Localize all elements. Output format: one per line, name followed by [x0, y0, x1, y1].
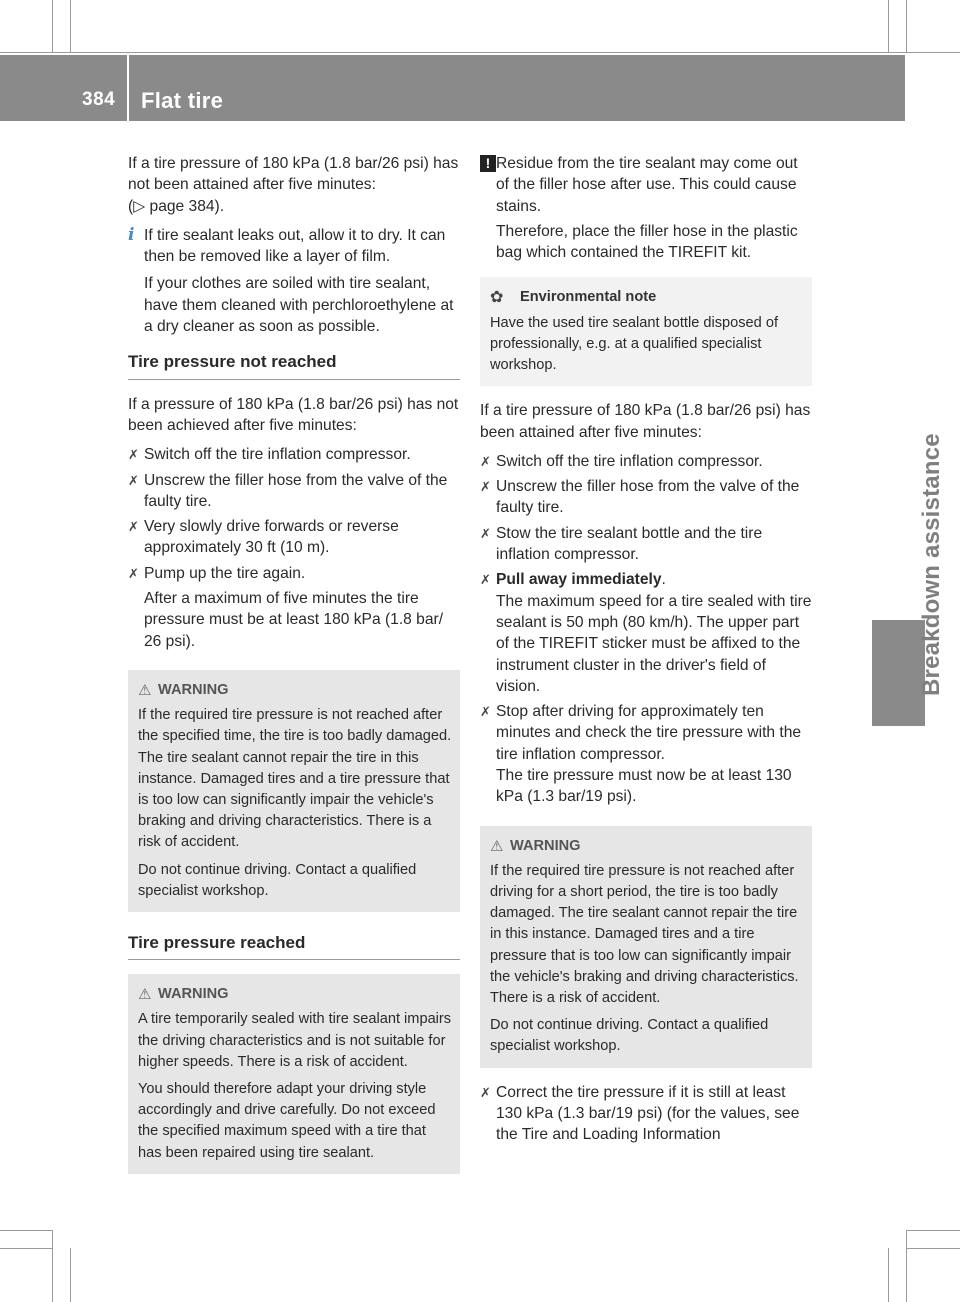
section-title: Flat tire [141, 88, 224, 113]
crop-mark [888, 1248, 889, 1302]
step-item [480, 701, 812, 807]
step-text: Switch off the tire inflation compressor. [144, 446, 411, 464]
warning-text: Do not continue driving. Contact a qualified specialist workshop. [490, 1017, 769, 1055]
crop-mark [906, 1248, 960, 1249]
page-reference-link[interactable]: (▷ page 384). [128, 197, 225, 215]
crop-mark [52, 1230, 53, 1302]
warning-title [138, 680, 452, 701]
paragraph-text: If a tire pressure of 180 kPa (1.8 bar/26 psi) has not been attained after five minutes: [128, 155, 459, 194]
side-tab-label: Breakdown assistance [918, 433, 945, 696]
warning-title [138, 984, 452, 1005]
warning-text: A tire temporarily sealed with tire sealant impairs the driving characteristics and is not suitable for higher speeds. There is a risk of accident. [138, 1011, 452, 1070]
notice-text: Therefore, place the filler hose in the plastic bag which contained the TIREFIT kit. [496, 222, 798, 262]
crop-mark [70, 0, 71, 52]
warning-box [128, 670, 460, 912]
step-item [480, 476, 812, 519]
environmental-note-box [480, 277, 812, 386]
notice-text: Residue from the tire sealant may come out of the filler hose after use. This could cause stains. [496, 155, 798, 215]
crop-mark [906, 1230, 960, 1231]
warning-text: If the required tire pressure is not reached after driving for a short period, the tire is too badly damaged. The tire sealant cannot repair the tire in this instance. Damaged tires and a tire pressure that is too low can significantly impair the vehicle's braking and driving characteristics. There is a risk of accident. [490, 862, 799, 1007]
step-item [128, 563, 460, 584]
info-icon: i [128, 224, 135, 245]
header-divider [127, 55, 129, 121]
exclamation-icon: ! [480, 155, 496, 172]
warning-box [128, 974, 460, 1174]
step-item [480, 523, 812, 566]
step-text: Stop after driving for approximately ten minutes and check the tire pressure with the tire inflation compressor. [496, 703, 802, 763]
step-text: Switch off the tire inflation compressor. [496, 452, 763, 470]
crop-mark [0, 1230, 52, 1231]
warning-label: WARNING [510, 837, 581, 854]
environmental-icon: ✿ [490, 289, 504, 307]
right-column [480, 153, 812, 1150]
step-item [480, 569, 812, 697]
step-item [128, 470, 460, 513]
warning-text: If the required tire pressure is not reached after the specified time, the tire is too badly damaged. The tire sealant cannot repair the tire in this instance. Damaged tires and a tire pressure that is too low can significantly impair the vehicle's braking and driving characteristics. There is a risk of accident. [138, 707, 452, 851]
crop-mark [888, 0, 889, 52]
crop-mark [70, 1248, 71, 1302]
info-text: If tire sealant leaks out, allow it to dry. It can then be removed like a layer of film. [144, 226, 446, 266]
warning-title [490, 836, 804, 857]
step-text: Stow the tire sealant bottle and the tire inflation compressor. [496, 524, 763, 564]
info-text: If your clothes are soiled with tire sealant, have them cleaned with perchloroethylene at a dry cleaner as soon as possible. [144, 275, 454, 336]
step-text: Unscrew the filler hose from the valve of the faulty tire. [144, 471, 448, 510]
paragraph: If a pressure of 180 kPa (1.8 bar/26 psi) has not been achieved after five minutes: [128, 395, 459, 434]
warning-box [480, 826, 812, 1068]
step-item [128, 444, 460, 465]
heading-not-reached: Tire pressure not reached [128, 351, 460, 379]
warning-triangle-icon: ⚠ [138, 986, 152, 1004]
step-detail: The tire pressure must now be at least 130 kPa (1.3 bar/19 psi). [496, 767, 792, 806]
crop-mark [52, 0, 53, 52]
crop-mark [906, 0, 907, 52]
paragraph: If a tire pressure of 180 kPa (1.8 bar/26 psi) has been attained after five minutes: [480, 402, 811, 441]
step-text: Pump up the tire again. [144, 564, 306, 582]
warning-label: WARNING [158, 681, 229, 698]
warning-triangle-icon: ⚠ [138, 681, 152, 699]
env-title [490, 287, 804, 308]
heading-reached: Tire pressure reached [128, 932, 460, 960]
step-text: Correct the tire pressure if it is still at least 130 kPa (1.3 bar/19 psi) (for the values, see the Tire and Loading Information [496, 1083, 800, 1144]
info-note [128, 225, 460, 268]
warning-label: WARNING [158, 986, 229, 1003]
crop-mark [906, 1230, 907, 1302]
step-detail: The maximum speed for a tire sealed with tire sealant is 50 mph (80 km/h). The upper part of the TIREFIT sticker must be affixed to the instrument cluster in the driver's field of vision. [496, 592, 812, 695]
header-bar [0, 55, 905, 121]
step-item [128, 516, 460, 559]
warning-triangle-icon: ⚠ [490, 837, 504, 855]
left-column [128, 153, 460, 1188]
step-punct: . [661, 571, 666, 589]
page-number: 384 [82, 89, 116, 110]
header-rule [0, 52, 960, 53]
notice [480, 153, 812, 217]
step-text: Unscrew the filler hose from the valve of the faulty tire. [496, 478, 800, 517]
warning-text: You should therefore adapt your driving style accordingly and drive carefully. Do not exceed the specified maximum speed with a tire that has been repaired using tire sealant. [138, 1081, 436, 1161]
crop-mark [0, 1248, 52, 1249]
step-item [480, 451, 812, 472]
step-item [480, 1082, 812, 1146]
step-text: Very slowly drive forwards or reverse approximately 30 ft (10 m). [144, 518, 399, 557]
paragraph: After a maximum of five minutes the tire pressure must be at least 180 kPa (1.8 bar/ 26 psi). [144, 590, 444, 650]
warning-text: Do not continue driving. Contact a qualified specialist workshop. [138, 861, 417, 899]
env-label: Environmental note [520, 289, 657, 306]
step-text: Pull away immediately [496, 571, 662, 589]
env-text: Have the used tire sealant bottle disposed of professionally, e.g. at a qualified specialist workshop. [490, 314, 779, 374]
paragraph [128, 153, 460, 217]
